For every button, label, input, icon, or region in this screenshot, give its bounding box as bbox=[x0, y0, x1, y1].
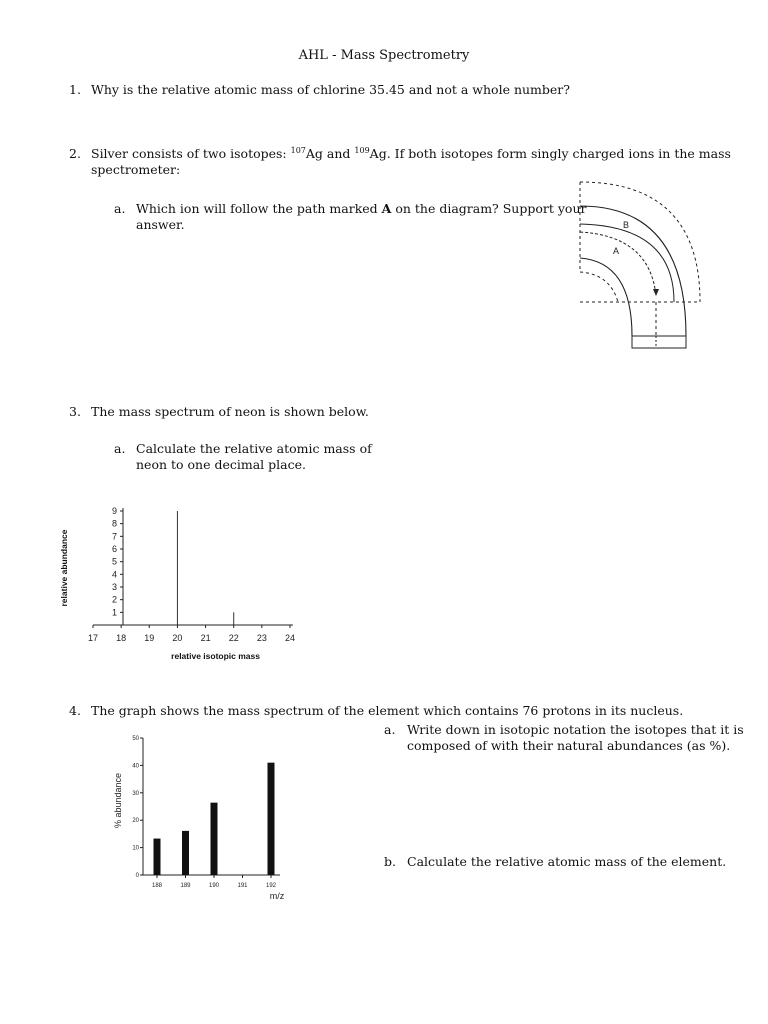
q3-number: 3. bbox=[69, 404, 81, 419]
os-x-tick-label: 188 bbox=[151, 883, 163, 889]
neon-y-tick-label: 9 bbox=[111, 506, 117, 516]
isotope1-mass: 107 bbox=[290, 145, 306, 155]
q4a-line2: composed of with their natural abundances (as %). bbox=[407, 738, 731, 753]
os-bar bbox=[154, 839, 161, 875]
q2-line1 bbox=[91, 146, 731, 162]
q2-line1-start: Silver consists of two isotopes: bbox=[91, 146, 291, 161]
label-a: A bbox=[613, 246, 620, 256]
neon-y-tick-label: 6 bbox=[111, 544, 117, 554]
inner-dashed-wall bbox=[580, 272, 618, 302]
neon-x-tick-label: 20 bbox=[172, 633, 183, 643]
os-x-tick-label: 191 bbox=[237, 883, 248, 889]
os-y-tick-label: 30 bbox=[132, 790, 139, 797]
label-b: B bbox=[623, 220, 630, 230]
os-y-tick-label: 50 bbox=[132, 736, 139, 742]
neon-y-axis-label: relative abundance bbox=[59, 529, 69, 607]
neon-y-tick-label: 7 bbox=[111, 531, 117, 542]
q2-line1-end: . If both isotopes form singly charged ions in the mass bbox=[386, 146, 731, 161]
q3a-line2: neon to one decimal place. bbox=[136, 457, 306, 472]
q2-number: 2. bbox=[69, 146, 81, 161]
spectrometer-diagram bbox=[570, 176, 710, 356]
os-y-tick-label: 40 bbox=[132, 763, 139, 770]
q3a-line1: Calculate the relative atomic mass of bbox=[136, 441, 372, 456]
neon-mass-spectrum-chart bbox=[50, 500, 300, 670]
isotope2-symbol: Ag bbox=[369, 146, 387, 161]
neon-x-tick-label: 23 bbox=[256, 633, 267, 643]
isotope2-mass: 109 bbox=[354, 145, 370, 155]
q2a-number: a. bbox=[114, 201, 126, 216]
q2a-path-letter: A bbox=[381, 201, 392, 216]
q4a-number: a. bbox=[384, 722, 396, 737]
q4-text: The graph shows the mass spectrum of the element which contains 76 protons in its nucleus. bbox=[91, 703, 684, 718]
element-mass-spectrum-chart bbox=[100, 728, 310, 908]
tube-outer-wall bbox=[580, 206, 686, 336]
os-y-tick-label: 10 bbox=[132, 845, 139, 852]
path-a-arrowhead bbox=[653, 289, 659, 296]
path-a bbox=[580, 232, 656, 296]
q3-text: The mass spectrum of neon is shown below. bbox=[91, 404, 369, 419]
tube-inner-wall bbox=[580, 258, 632, 336]
q2-and: and bbox=[322, 146, 355, 161]
outer-dashed-wall bbox=[580, 182, 700, 302]
q3a-number: a. bbox=[114, 441, 126, 456]
neon-x-tick-label: 24 bbox=[284, 633, 296, 643]
q2-line2: spectrometer: bbox=[91, 162, 181, 177]
os-bar bbox=[211, 803, 218, 875]
os-bar bbox=[182, 831, 189, 875]
os-bar bbox=[268, 763, 275, 875]
neon-y-tick-label: 8 bbox=[111, 518, 117, 529]
detector-box bbox=[632, 336, 686, 348]
neon-y-tick-label: 4 bbox=[111, 569, 117, 580]
neon-x-tick-label: 18 bbox=[116, 633, 127, 643]
neon-y-tick-label: 2 bbox=[111, 594, 117, 605]
os-x-tick-label: 189 bbox=[180, 883, 191, 889]
os-y-tick-label: 20 bbox=[132, 818, 139, 825]
neon-x-tick-label: 19 bbox=[144, 633, 155, 643]
q4-number: 4. bbox=[69, 703, 81, 718]
q4b-number: b. bbox=[384, 854, 396, 869]
path-b bbox=[580, 224, 674, 302]
neon-x-axis-label: relative isotopic mass bbox=[171, 651, 260, 661]
q2a-line2: answer. bbox=[136, 217, 185, 232]
os-x-tick-label: 192 bbox=[265, 883, 277, 889]
q2a-pre: Which ion will follow the path marked bbox=[136, 201, 382, 216]
isotope1-symbol: Ag bbox=[305, 146, 323, 161]
os-y-axis-label: % abundance bbox=[113, 772, 123, 829]
os-x-axis-label: m/z bbox=[269, 891, 285, 901]
q4b-text: Calculate the relative atomic mass of the element. bbox=[407, 854, 727, 869]
neon-x-tick-label: 17 bbox=[87, 633, 99, 643]
neon-x-tick-label: 21 bbox=[200, 633, 211, 643]
neon-y-tick-label: 1 bbox=[111, 607, 117, 618]
q1-text: Why is the relative atomic mass of chlorine 35.45 and not a whole number? bbox=[91, 82, 570, 97]
neon-x-tick-label: 22 bbox=[228, 633, 239, 643]
os-y-tick-label: 0 bbox=[135, 873, 139, 879]
page-title: AHL - Mass Spectrometry bbox=[298, 48, 470, 63]
q1-number: 1. bbox=[69, 82, 81, 97]
os-x-tick-label: 190 bbox=[208, 883, 220, 889]
q2a-line1 bbox=[136, 201, 586, 217]
q2a-post: on the diagram? Support your bbox=[391, 201, 587, 216]
neon-y-tick-label: 5 bbox=[111, 556, 117, 567]
neon-y-tick-label: 3 bbox=[111, 582, 117, 592]
q4a-line1: Write down in isotopic notation the isotopes that it is bbox=[407, 722, 744, 737]
